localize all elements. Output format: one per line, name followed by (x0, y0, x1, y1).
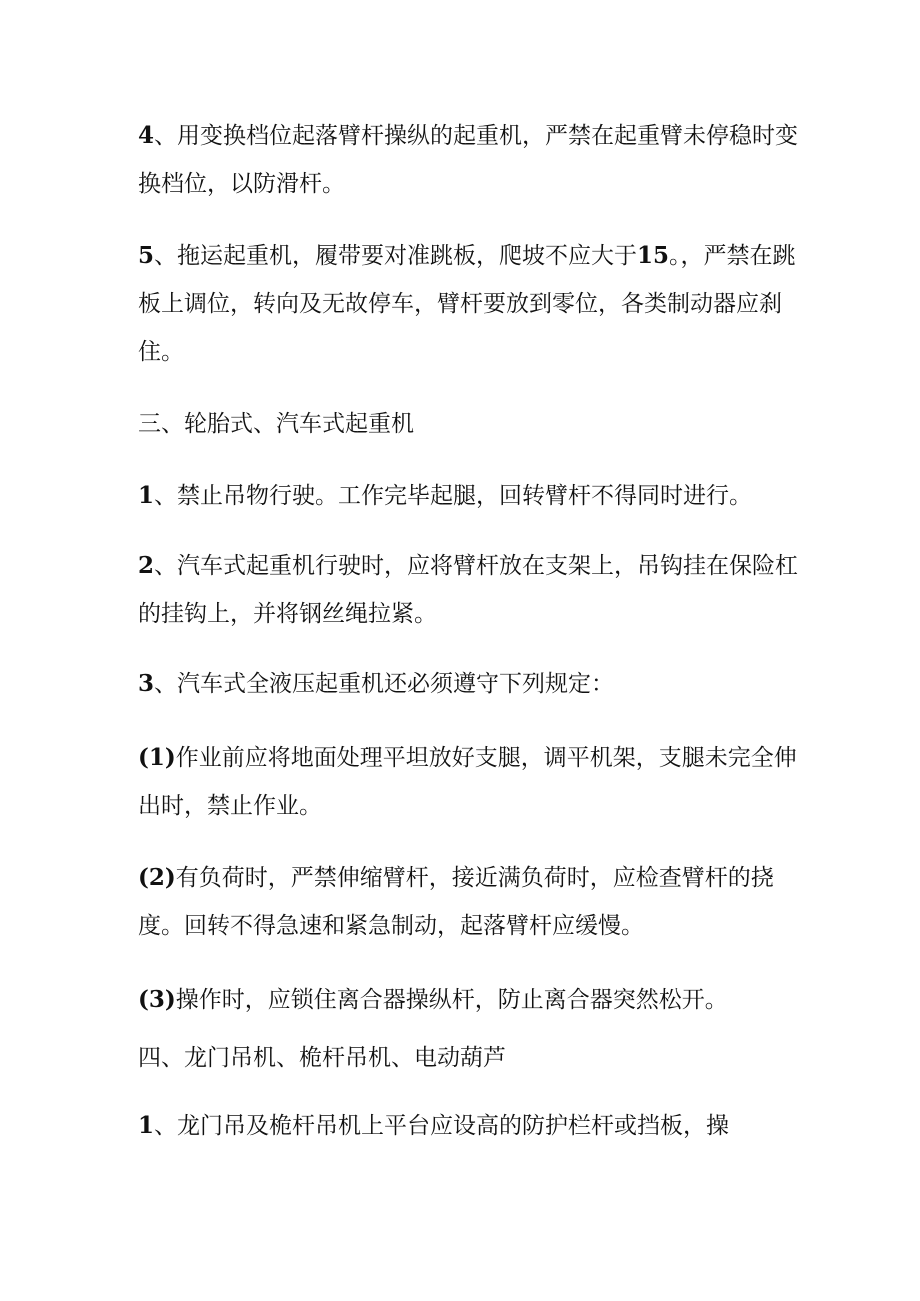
paragraph-text: 、龙门吊及桅杆吊机上平台应设高的防护栏杆或挡板，操 (154, 1113, 730, 1139)
paragraph-text: 、用变换档位起落臂杆操纵的起重机，严禁在起重臂未停稳时变换档位，以防滑杆。 (138, 123, 799, 197)
subitem-number: (2) (138, 864, 176, 891)
paragraph-text: 操作时，应锁住离合器操纵杆，防止离合器突然松开。 (175, 987, 728, 1013)
paragraph-subitem-1 (138, 734, 798, 830)
paragraph-text: 作业前应将地面处理平坦放好支腿，调平机架，支腿未完全伸出时，禁止作业。 (138, 745, 797, 819)
section-heading-4 (138, 1034, 798, 1082)
paragraph-text: 、禁止吊物行驶。工作完毕起腿，回转臂杆不得同时进行。 (154, 483, 753, 509)
paragraph-text: 有负荷时，严禁伸缩臂杆，接近满负荷时，应检查臂杆的挠度。回转不得急速和紧急制动，起落臂杆应缓慢。 (138, 865, 774, 939)
subitem-number: (3) (138, 986, 176, 1013)
paragraph-item-4 (138, 112, 798, 208)
paragraph-item-2 (138, 542, 798, 638)
paragraph-text-continued: 。，严禁在跳板上调位，转向及无故停车，臂杆要放到零位，各类制动器应刹住。 (138, 243, 796, 365)
subitem-number: (1) (138, 744, 176, 771)
slope-value: 15 (637, 242, 670, 269)
item-number: 3 (138, 670, 155, 697)
section-title: 四、龙门吊机、桅杆吊机、电动葫芦 (138, 1045, 506, 1071)
paragraph-item-5 (138, 232, 798, 376)
paragraph-subitem-2 (138, 854, 798, 950)
item-number: 5 (138, 242, 155, 269)
item-number: 2 (138, 552, 155, 579)
paragraph-item-1-section-4 (138, 1102, 798, 1150)
item-number: 1 (138, 482, 155, 509)
paragraph-text: 、拖运起重机，履带要对准跳板，爬坡不应大于 (154, 243, 638, 269)
item-number: 1 (138, 1112, 155, 1139)
section-title: 三、轮胎式、汽车式起重机 (138, 411, 414, 437)
paragraph-item-1 (138, 472, 818, 520)
paragraph-text: 、汽车式全液压起重机还必须遵守下列规定： (154, 671, 615, 697)
item-number: 4 (138, 122, 155, 149)
paragraph-text: 、汽车式起重机行驶时，应将臂杆放在支架上，吊钩挂在保险杠的挂钩上，并将钢丝绳拉紧。 (138, 553, 799, 627)
paragraph-subitem-3 (138, 976, 798, 1024)
section-heading-3 (138, 400, 798, 448)
paragraph-item-3 (138, 660, 798, 708)
